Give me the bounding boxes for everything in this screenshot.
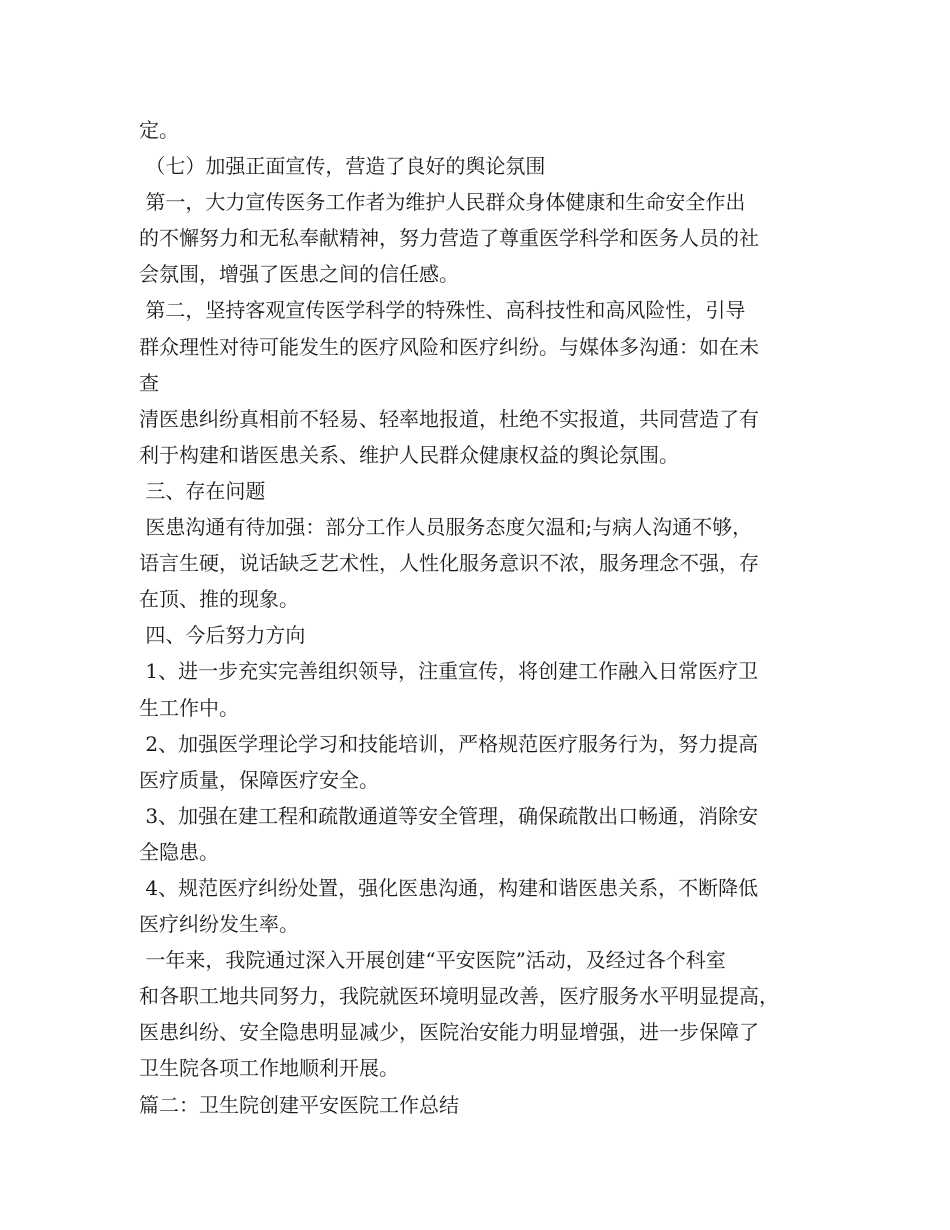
- section-heading-7: （七）加强正面宣传，营造了良好的舆论氛围: [139, 154, 546, 179]
- text-line: 医患沟通有待加强：部分工作人员服务态度欠温和;与病人沟通不够，: [139, 515, 753, 540]
- text-line: 1、进一步充实完善组织领导，注重宣传，将创建工作融入日常医疗卫: [139, 659, 759, 684]
- text-line: 2、加强医学理论学习和技能培训，严格规范医疗服务行为，努力提高: [139, 731, 759, 756]
- text-line: 医患纠纷、安全隐患明显减少，医院治安能力明显增强，进一步保障了: [139, 1020, 759, 1045]
- text-line: 生工作中。: [139, 695, 239, 720]
- text-line: 4、规范医疗纠纷处置，强化医患沟通，构建和谐医患关系，不断降低: [139, 875, 759, 900]
- text-line: 医疗质量，保障医疗安全。: [139, 767, 379, 792]
- text-line: 清医患纠纷真相前不轻易、轻率地报道，杜绝不实报道，共同营造了有: [139, 406, 759, 431]
- text-line: 第一，大力宣传医务工作者为维护人民群众身体健康和生命安全作出: [139, 190, 746, 215]
- text-line: 语言生硬，说话缺乏艺术性，人性化服务意识不浓，服务理念不强，存: [139, 551, 759, 576]
- text-line: 卫生院各项工作地顺利开展。: [139, 1056, 399, 1081]
- text-line: 利于构建和谐医患关系、维护人民群众健康权益的舆论氛围。: [139, 442, 679, 467]
- text-line: 医疗纠纷发生率。: [139, 912, 299, 937]
- text-line: 定。: [139, 118, 179, 142]
- document-body: [139, 112, 829, 1123]
- section-heading-problems: 三、存在问题: [139, 478, 266, 503]
- text-line: 会氛围，增强了医患之间的信任感。: [139, 262, 459, 287]
- text-line: 的不懈努力和无私奉献精神，努力营造了尊重医学科学和医务人员的社: [139, 226, 759, 251]
- text-line: 全隐患。: [139, 839, 219, 864]
- text-line: 在顶、推的现象。: [139, 587, 299, 612]
- article-title-part2: 篇二：卫生院创建平安医院工作总结: [139, 1092, 459, 1117]
- text-line: 3、加强在建工程和疏散通道等安全管理，确保疏散出口畅通，消除安: [139, 803, 759, 828]
- text-line: 和各职工地共同努力，我院就医环境明显改善，医疗服务水平明显提高，: [139, 984, 779, 1009]
- text-line: 第二，坚持客观宣传医学科学的特殊性、高科技性和高风险性，引导: [139, 298, 746, 323]
- text-line: 查: [139, 370, 159, 395]
- text-line: 群众理性对待可能发生的医疗风险和医疗纠纷。与媒体多沟通：如在未: [139, 334, 759, 359]
- section-heading-future: 四、今后努力方向: [139, 623, 306, 648]
- text-line: 一年来，我院通过深入开展创建“平安医院”活动，及经过各个科室: [139, 948, 726, 973]
